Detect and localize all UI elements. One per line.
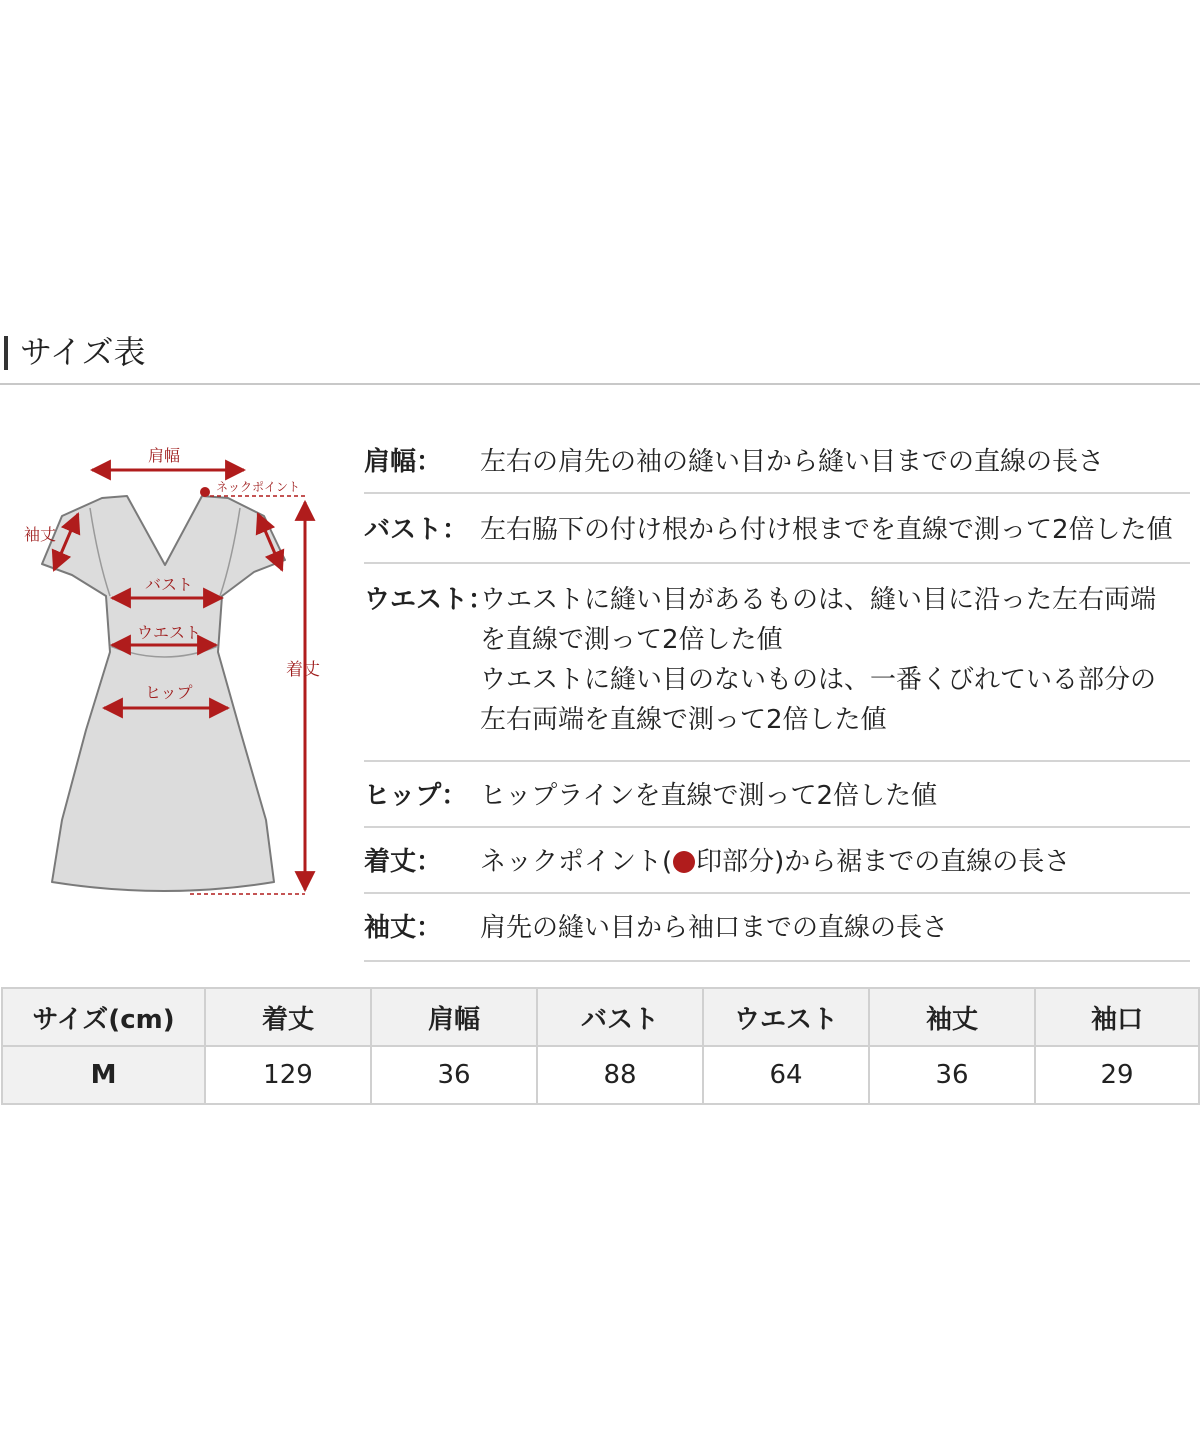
neck-point-marker <box>200 487 210 497</box>
definition-hip <box>364 762 1190 828</box>
definition-shoulder <box>364 428 1190 494</box>
definition-line: ウエストに縫い目があるものは、縫い目に沿った左右両端 <box>480 585 1157 615</box>
waist-label: ウエスト <box>137 623 202 642</box>
sleeve-length-cell: 36 <box>869 1046 1035 1104</box>
shoulder-cell: 36 <box>371 1046 537 1104</box>
column-header-sleeve-length: 袖丈 <box>869 988 1035 1046</box>
definition-bust <box>364 494 1190 564</box>
definition-text <box>480 510 1190 550</box>
table-row <box>2 1046 1199 1104</box>
definition-line-end: 印部分)から裾までの直線の長さ <box>696 847 1071 877</box>
neck-point-dot-icon <box>673 851 695 873</box>
title-accent-bar <box>4 336 8 370</box>
definition-line: を直線で測って2倍した値 <box>480 625 783 655</box>
definition-text <box>480 442 1190 482</box>
column-header-cuff: 袖口 <box>1035 988 1199 1046</box>
definition-line: ウエストに縫い目のないものは、一番くびれている部分の <box>480 665 1157 695</box>
definition-text <box>480 776 1190 816</box>
definition-length <box>364 828 1190 894</box>
column-header-bust: バスト <box>537 988 703 1046</box>
definition-term: バスト： <box>364 515 469 545</box>
cuff-cell: 29 <box>1035 1046 1199 1104</box>
sleeve-label: 袖丈 <box>24 525 57 544</box>
neck-point-label: ネックポイント <box>216 480 301 494</box>
definition-text <box>480 842 1190 882</box>
column-header-waist: ウエスト <box>703 988 869 1046</box>
definition-term: ヒップ： <box>364 781 468 811</box>
shoulder-label: 肩幅 <box>148 446 181 465</box>
size-table <box>1 987 1200 1105</box>
column-header-size: サイズ(cm) <box>2 988 205 1046</box>
definition-line <box>480 842 1190 882</box>
size-table-header-row <box>2 988 1199 1046</box>
definition-line-start: ネックポイント( <box>480 847 673 877</box>
definition-line: ヒップラインを直線で測って2倍した値 <box>480 781 937 811</box>
definition-line: 左右の肩先の袖の縫い目から縫い目までの直線の長さ <box>480 447 1105 477</box>
title-divider <box>0 383 1200 385</box>
definition-term: 肩幅： <box>364 447 443 477</box>
definition-line: 左右脇下の付け根から付け根までを直線で測って2倍した値 <box>480 515 1173 545</box>
garment-diagram-svg <box>0 430 350 920</box>
definition-text <box>480 908 1190 948</box>
page-title: サイズ表 <box>20 333 146 371</box>
length-cell: 129 <box>205 1046 371 1104</box>
definition-sleeve <box>364 894 1190 962</box>
measurement-definitions <box>364 428 1190 962</box>
section-header <box>0 326 1200 386</box>
definition-waist <box>364 564 1190 762</box>
waist-cell: 64 <box>703 1046 869 1104</box>
definition-term: ウエスト： <box>364 585 495 615</box>
bust-cell: 88 <box>537 1046 703 1104</box>
definition-term: 着丈： <box>364 847 443 877</box>
column-header-shoulder: 肩幅 <box>371 988 537 1046</box>
garment-diagram <box>0 430 350 920</box>
definition-line: 肩先の縫い目から袖口までの直線の長さ <box>480 913 949 943</box>
size-cell: M <box>2 1046 205 1104</box>
column-header-length: 着丈 <box>205 988 371 1046</box>
definition-text <box>480 580 1190 740</box>
definition-term: 袖丈： <box>364 913 443 943</box>
hip-label: ヒップ <box>145 683 193 702</box>
bust-label: バスト <box>145 575 194 594</box>
length-label: 着丈 <box>286 660 320 680</box>
definition-line: 左右両端を直線で測って2倍した値 <box>480 705 887 735</box>
